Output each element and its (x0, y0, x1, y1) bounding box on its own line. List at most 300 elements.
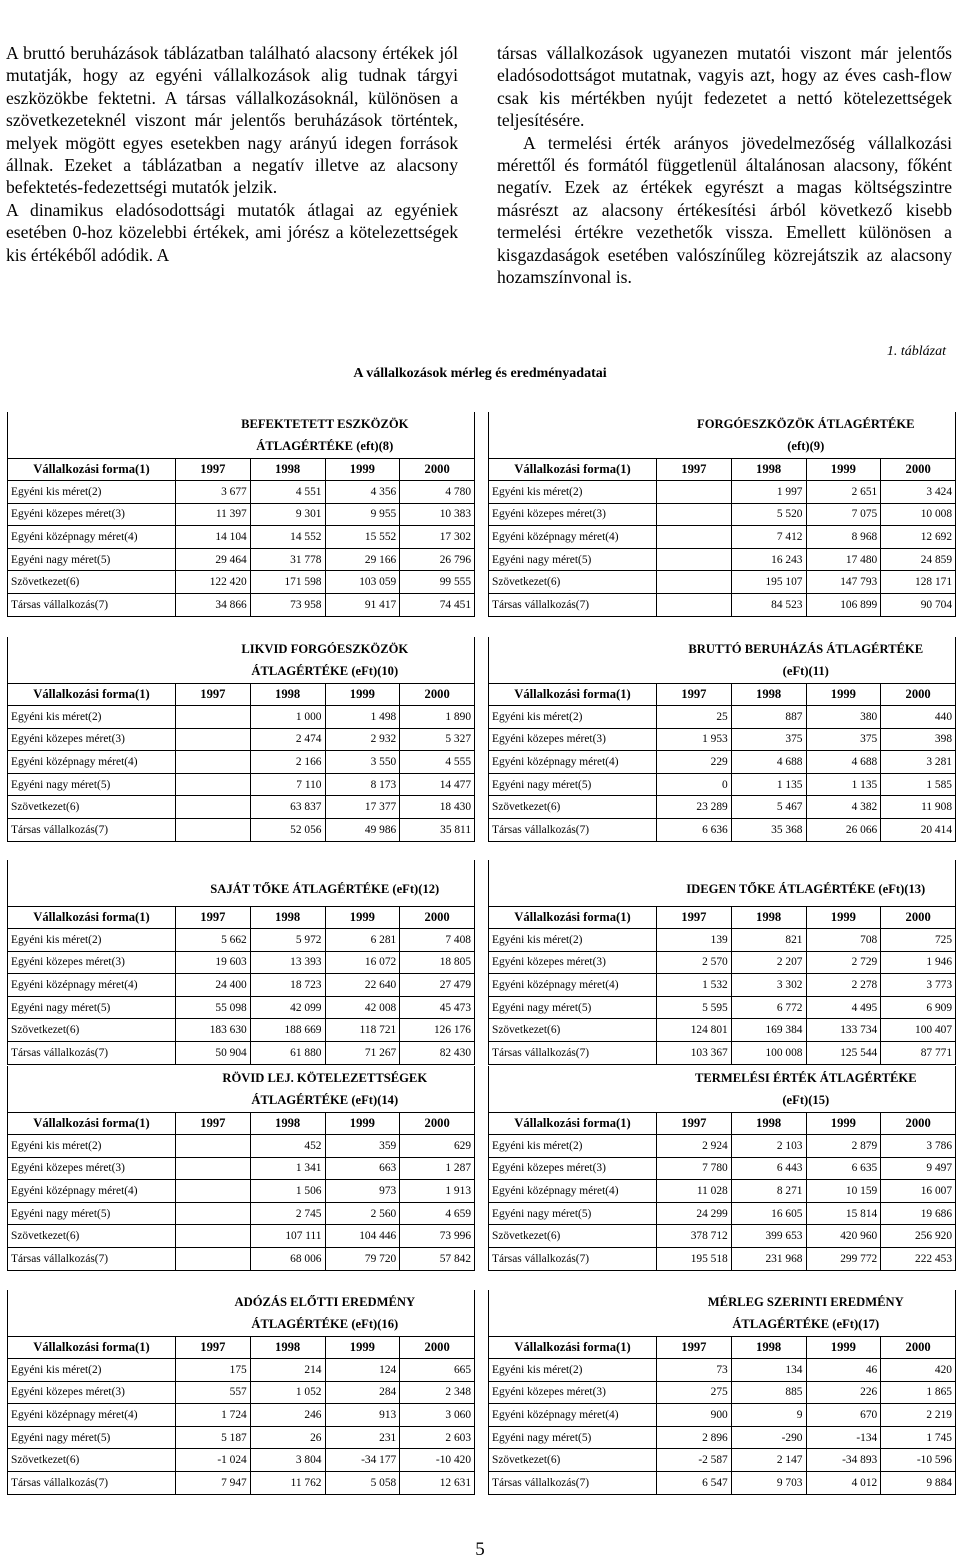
year-header: 1998 (731, 458, 806, 481)
table-cell: 1 890 (400, 706, 475, 729)
table-cell: 61 880 (250, 1042, 325, 1065)
row-label: Egyéni nagy méret(5) (8, 996, 176, 1019)
table-title-line: BRUTTÓ BERUHÁZÁS ÁTLAGÉRTÉKE (688, 641, 924, 656)
table-cell: 2 745 (250, 1202, 325, 1225)
table-row (8, 594, 475, 617)
row-label: Egyéni kis méret(2) (489, 706, 657, 729)
table-cell: 7 075 (806, 503, 881, 526)
table-cell: 50 904 (176, 1042, 251, 1065)
table-cell: 4 012 (806, 1472, 881, 1495)
table-cell: 226 (806, 1381, 881, 1404)
table-cell (176, 728, 251, 751)
table-cell: -290 (731, 1426, 806, 1449)
row-label: Egyéni középnagy méret(4) (8, 1180, 176, 1203)
table-cell: 1 498 (325, 706, 400, 729)
column-header: Vállalkozási forma(1) (8, 1336, 176, 1359)
table-cell: 3 804 (250, 1449, 325, 1472)
table-cell: 231 968 (731, 1248, 806, 1271)
table-cell: 126 176 (400, 1019, 475, 1042)
column-header: Vállalkozási forma(1) (489, 458, 657, 481)
year-header: 2000 (400, 458, 475, 481)
table-cell: 20 414 (881, 819, 956, 842)
table-cell: 3 773 (881, 974, 956, 997)
table-cell: 16 072 (325, 951, 400, 974)
table-row (489, 503, 956, 526)
table-cell: 82 430 (400, 1042, 475, 1065)
table-cell: 299 772 (806, 1248, 881, 1271)
table-cell: 5 595 (657, 996, 732, 1019)
table-cell: 11 397 (176, 503, 251, 526)
year-header: 1998 (731, 1112, 806, 1135)
table-cell: 6 636 (657, 819, 732, 842)
table-title (657, 637, 956, 683)
row-label: Egyéni nagy méret(5) (489, 996, 657, 1019)
table-cell: 147 793 (806, 571, 881, 594)
table-cell: 24 859 (881, 548, 956, 571)
year-header: 1999 (806, 1112, 881, 1135)
table-cell: 133 734 (806, 1019, 881, 1042)
row-label: Szövetkezet(6) (8, 1225, 176, 1248)
table-row (489, 1426, 956, 1449)
row-label: Szövetkezet(6) (489, 1225, 657, 1248)
table-title-line: ÁTLAGÉRTÉKE (eFt)(10) (251, 663, 399, 678)
table-cell (176, 1157, 251, 1180)
table-cell: 1 135 (731, 773, 806, 796)
table-title-line: ÁTLAGÉRTÉKE (eFt)(14) (251, 1092, 399, 1107)
table-cell: 5 187 (176, 1426, 251, 1449)
table-cell (657, 481, 732, 504)
table-cell: 887 (731, 706, 806, 729)
data-table (488, 1290, 956, 1495)
table-cell: 103 367 (657, 1042, 732, 1065)
table-cell: 124 (325, 1359, 400, 1382)
row-label: Egyéni kis méret(2) (489, 481, 657, 504)
row-label: Szövetkezet(6) (489, 571, 657, 594)
table-cell: 139 (657, 929, 732, 952)
year-header: 1999 (325, 1112, 400, 1135)
table-cell: 4 495 (806, 996, 881, 1019)
table-cell: 18 430 (400, 796, 475, 819)
row-label: Egyéni nagy méret(5) (489, 773, 657, 796)
year-header: 1997 (657, 1336, 732, 1359)
table-cell: 90 704 (881, 594, 956, 617)
year-header: 1997 (176, 683, 251, 706)
year-header: 1999 (806, 1336, 881, 1359)
table-cell: 4 555 (400, 751, 475, 774)
table-cell: 2 932 (325, 728, 400, 751)
table-row (489, 974, 956, 997)
row-label: Egyéni kis méret(2) (489, 929, 657, 952)
row-label: Egyéni nagy méret(5) (8, 773, 176, 796)
row-label: Társas vállalkozás(7) (489, 1042, 657, 1065)
table-cell: 359 (325, 1135, 400, 1158)
table-cell: 14 477 (400, 773, 475, 796)
paragraph: A bruttó beruházások táblázatban található alacsony értékek jól mutatják, hogy az egyéni vállalkozások alig tudnak tárgyi eszközökbe fektetni. A társas vállalkozásoknál, különösen a szövetkezeteknél viszont már jelentős beruházások történtek, melyek mögött egyes esetekben nagy arányú idegen források állnak. Ezeket a táblázatban a negatív illetve az alacsony befektetés-fedezettségi mutatók jelzik. (6, 43, 458, 198)
row-label: Szövetkezet(6) (8, 1019, 176, 1042)
table-cell: 3 677 (176, 481, 251, 504)
table-cell: 106 899 (806, 594, 881, 617)
row-label: Egyéni középnagy méret(4) (489, 1180, 657, 1203)
row-label: Egyéni középnagy méret(4) (489, 1404, 657, 1427)
table-row (489, 1180, 956, 1203)
table-cell: 100 407 (881, 1019, 956, 1042)
table-title (657, 1066, 956, 1112)
table-row (489, 1381, 956, 1404)
table-cell: 18 805 (400, 951, 475, 974)
table-cell: 23 289 (657, 796, 732, 819)
row-label: Egyéni kis méret(2) (8, 929, 176, 952)
table-cell: 25 (657, 706, 732, 729)
row-label: Társas vállalkozás(7) (8, 1472, 176, 1495)
table-cell: 398 (881, 728, 956, 751)
row-label: Társas vállalkozás(7) (8, 819, 176, 842)
table-cell: 171 598 (250, 571, 325, 594)
table-cell: 11 028 (657, 1180, 732, 1203)
table-cell: 128 171 (881, 571, 956, 594)
table-cell: 12 692 (881, 526, 956, 549)
table-cell: 4 688 (806, 751, 881, 774)
right-text-column (497, 42, 952, 288)
table-cell: 2 924 (657, 1135, 732, 1158)
table-cell: 4 780 (400, 481, 475, 504)
table-cell: 6 443 (731, 1157, 806, 1180)
table-row (489, 1157, 956, 1180)
table-row (8, 526, 475, 549)
table-cell: 9 703 (731, 1472, 806, 1495)
row-label: Társas vállalkozás(7) (489, 1248, 657, 1271)
row-label: Egyéni középnagy méret(4) (489, 751, 657, 774)
row-label: Társas vállalkozás(7) (8, 594, 176, 617)
table-cell: 195 107 (731, 571, 806, 594)
table-cell: 34 866 (176, 594, 251, 617)
data-table (7, 1290, 475, 1495)
table-row (8, 1019, 475, 1042)
row-label: Egyéni középnagy méret(4) (8, 974, 176, 997)
year-header: 2000 (881, 1336, 956, 1359)
table-cell: 885 (731, 1381, 806, 1404)
year-header: 1999 (325, 1336, 400, 1359)
table-cell: 3 550 (325, 751, 400, 774)
table-cell: 31 778 (250, 548, 325, 571)
table-row (489, 706, 956, 729)
table-row (489, 594, 956, 617)
row-label: Egyéni középnagy méret(4) (8, 1404, 176, 1427)
table-cell: 73 958 (250, 594, 325, 617)
table-row (489, 548, 956, 571)
year-header: 1998 (250, 683, 325, 706)
table-cell: 6 909 (881, 996, 956, 1019)
table-cell: 13 393 (250, 951, 325, 974)
year-header: 1999 (806, 458, 881, 481)
table-cell: 63 837 (250, 796, 325, 819)
table-cell: 2 166 (250, 751, 325, 774)
table-cell: 57 842 (400, 1248, 475, 1271)
table-cell: 188 669 (250, 1019, 325, 1042)
table-cell: 708 (806, 929, 881, 952)
table-cell: 5 467 (731, 796, 806, 819)
table-cell: 670 (806, 1404, 881, 1427)
table-cell (176, 751, 251, 774)
table-row (489, 1472, 956, 1495)
table-cell: 222 453 (881, 1248, 956, 1271)
data-table (7, 637, 475, 842)
row-label: Társas vállalkozás(7) (489, 594, 657, 617)
table-cell: 9 301 (250, 503, 325, 526)
row-label: Egyéni nagy méret(5) (8, 1202, 176, 1225)
table-cell: 725 (881, 929, 956, 952)
table-title (176, 1290, 475, 1336)
table-row (8, 1449, 475, 1472)
table-row (489, 1019, 956, 1042)
table-cell: 973 (325, 1180, 400, 1203)
data-table (488, 1066, 956, 1271)
table-row (8, 571, 475, 594)
year-header: 2000 (400, 906, 475, 929)
table-cell: 375 (806, 728, 881, 751)
table-row (8, 996, 475, 1019)
year-header: 2000 (881, 458, 956, 481)
table-title (657, 1290, 956, 1336)
table-cell: 665 (400, 1359, 475, 1382)
year-header: 1998 (731, 683, 806, 706)
table-cell: 629 (400, 1135, 475, 1158)
table-cell (176, 1225, 251, 1248)
table-cell: -10 420 (400, 1449, 475, 1472)
table-cell: 2 651 (806, 481, 881, 504)
data-table (7, 1066, 475, 1271)
table-cell: 557 (176, 1381, 251, 1404)
table-cell: 1 865 (881, 1381, 956, 1404)
row-label: Egyéni közepes méret(3) (8, 1157, 176, 1180)
table-cell: 24 299 (657, 1202, 732, 1225)
table-cell: 84 523 (731, 594, 806, 617)
table-cell: 100 008 (731, 1042, 806, 1065)
table-cell: 6 547 (657, 1472, 732, 1495)
year-header: 1997 (176, 1336, 251, 1359)
table-cell: 2 474 (250, 728, 325, 751)
row-label: Egyéni nagy méret(5) (8, 548, 176, 571)
table-cell: 18 723 (250, 974, 325, 997)
table-cell: 1 745 (881, 1426, 956, 1449)
table-cell (657, 526, 732, 549)
table-cell: 55 098 (176, 996, 251, 1019)
data-table (488, 412, 956, 617)
table-cell: 1 946 (881, 951, 956, 974)
table-row (8, 1157, 475, 1180)
table-cell: 6 281 (325, 929, 400, 952)
year-header: 2000 (881, 906, 956, 929)
table-cell (657, 548, 732, 571)
table-cell: 1 135 (806, 773, 881, 796)
table-row (8, 481, 475, 504)
table-title-line: MÉRLEG SZERINTI EREDMÉNY (707, 1294, 904, 1309)
table-cell (176, 796, 251, 819)
table-cell: 122 420 (176, 571, 251, 594)
table-title (176, 637, 475, 683)
table-cell: 9 (731, 1404, 806, 1427)
table-cell: 49 986 (325, 819, 400, 842)
table-cell: 380 (806, 706, 881, 729)
table-cell (176, 1180, 251, 1203)
row-label: Egyéni kis méret(2) (8, 1135, 176, 1158)
table-row (489, 996, 956, 1019)
row-label: Egyéni nagy méret(5) (489, 548, 657, 571)
row-label: Társas vállalkozás(7) (8, 1248, 176, 1271)
table-row (8, 728, 475, 751)
table-cell (176, 706, 251, 729)
table-cell: 107 111 (250, 1225, 325, 1248)
column-header: Vállalkozási forma(1) (489, 906, 657, 929)
table-cell: 46 (806, 1359, 881, 1382)
table-title-line: ÁTLAGÉRTÉKE (eft)(8) (256, 438, 394, 453)
table-cell: 17 302 (400, 526, 475, 549)
year-header: 1998 (250, 906, 325, 929)
table-title (176, 1066, 475, 1112)
data-table (7, 412, 475, 617)
table-cell: 7 110 (250, 773, 325, 796)
table-row (8, 819, 475, 842)
table-row (489, 1042, 956, 1065)
table-cell: 5 520 (731, 503, 806, 526)
table-cell: 68 006 (250, 1248, 325, 1271)
table-cell: 16 243 (731, 548, 806, 571)
table-cell: 4 659 (400, 1202, 475, 1225)
table-cell: 246 (250, 1404, 325, 1427)
year-header: 1999 (325, 458, 400, 481)
table-cell: 19 603 (176, 951, 251, 974)
table-row (8, 773, 475, 796)
row-label: Társas vállalkozás(7) (489, 1472, 657, 1495)
paragraph: társas vállalkozások ugyanezen mutatói viszont már jelentős eladósodottságot mutatnak, vagyis azt, hogy az éves cash-flow csak kis mértékben nyújt fedezetet a nettó kötelezettségek teljesítésére. (497, 43, 952, 131)
table-cell (176, 1202, 251, 1225)
year-header: 2000 (400, 683, 475, 706)
year-header: 1999 (325, 683, 400, 706)
row-label: Egyéni közepes méret(3) (489, 1157, 657, 1180)
table-row (8, 1472, 475, 1495)
table-cell: 231 (325, 1426, 400, 1449)
table-cell (176, 1135, 251, 1158)
table-title-line: BEFEKTETETT ESZKÖZÖK (241, 416, 409, 431)
table-cell: 10 008 (881, 503, 956, 526)
table-row (489, 1359, 956, 1382)
table-row (8, 796, 475, 819)
table-cell: 104 446 (325, 1225, 400, 1248)
table-cell: 2 560 (325, 1202, 400, 1225)
table-title-line: TERMELÉSI ÉRTÉK ÁTLAGÉRTÉKE (694, 1070, 917, 1085)
year-header: 1997 (176, 458, 251, 481)
table-cell: -2 587 (657, 1449, 732, 1472)
row-label: Szövetkezet(6) (489, 1019, 657, 1042)
table-cell: 35 811 (400, 819, 475, 842)
table-cell: 42 099 (250, 996, 325, 1019)
table-cell: 103 059 (325, 571, 400, 594)
table-cell: 1 585 (881, 773, 956, 796)
table-cell: 256 920 (881, 1225, 956, 1248)
row-label: Egyéni nagy méret(5) (489, 1426, 657, 1449)
table-row (8, 1225, 475, 1248)
table-cell: 5 662 (176, 929, 251, 952)
table-cell: 99 555 (400, 571, 475, 594)
table-cell: 6 772 (731, 996, 806, 1019)
table-title-line: LIKVID FORGÓESZKÖZÖK (241, 641, 409, 656)
table-cell: 7 780 (657, 1157, 732, 1180)
table-cell: 7 408 (400, 929, 475, 952)
table-cell: 17 480 (806, 548, 881, 571)
table-cell: 24 400 (176, 974, 251, 997)
table-row (8, 706, 475, 729)
table-cell: 17 377 (325, 796, 400, 819)
table-cell: 1 532 (657, 974, 732, 997)
table-title (657, 860, 956, 906)
table-cell: 8 271 (731, 1180, 806, 1203)
year-header: 1997 (657, 458, 732, 481)
table-cell: 375 (731, 728, 806, 751)
row-label: Egyéni közepes méret(3) (489, 951, 657, 974)
table-row (8, 951, 475, 974)
row-label: Egyéni kis méret(2) (489, 1135, 657, 1158)
table-cell: 45 473 (400, 996, 475, 1019)
table-row (8, 751, 475, 774)
table-row (489, 571, 956, 594)
table-title-line: IDEGEN TŐKE ÁTLAGÉRTÉKE (eFt)(13) (686, 881, 926, 896)
table-cell: 2 729 (806, 951, 881, 974)
table-cell: 913 (325, 1404, 400, 1427)
column-header: Vállalkozási forma(1) (8, 1112, 176, 1135)
table-cell (176, 1248, 251, 1271)
table-cell: -34 177 (325, 1449, 400, 1472)
table-cell: 26 (250, 1426, 325, 1449)
year-header: 1998 (250, 1336, 325, 1359)
row-label: Társas vállalkozás(7) (8, 1042, 176, 1065)
row-label: Szövetkezet(6) (8, 571, 176, 594)
row-label: Egyéni közepes méret(3) (489, 503, 657, 526)
table-row (8, 1248, 475, 1271)
table-title-line: FORGÓESZKÖZÖK ÁTLAGÉRTÉKE (697, 416, 915, 431)
table-cell: 2 570 (657, 951, 732, 974)
table-row (8, 974, 475, 997)
row-label: Egyéni közepes méret(3) (489, 1381, 657, 1404)
table-row (489, 1135, 956, 1158)
table-cell: 87 771 (881, 1042, 956, 1065)
table-cell: 12 631 (400, 1472, 475, 1495)
row-label: Egyéni kis méret(2) (8, 706, 176, 729)
table-cell: -134 (806, 1426, 881, 1449)
table-cell: 2 278 (806, 974, 881, 997)
table-title-line: RÖVID LEJ. KÖTELEZETTSÉGEK (222, 1070, 428, 1085)
table-cell: 378 712 (657, 1225, 732, 1248)
table-cell: 452 (250, 1135, 325, 1158)
table-cell: 8 968 (806, 526, 881, 549)
row-label: Társas vállalkozás(7) (489, 819, 657, 842)
row-label: Egyéni nagy méret(5) (489, 1202, 657, 1225)
table-row (8, 1426, 475, 1449)
table-cell: 1 000 (250, 706, 325, 729)
table-cell: 19 686 (881, 1202, 956, 1225)
table-cell: 169 384 (731, 1019, 806, 1042)
row-label: Szövetkezet(6) (8, 796, 176, 819)
table-cell: 1 913 (400, 1180, 475, 1203)
table-cell: 5 327 (400, 728, 475, 751)
year-header: 1999 (806, 683, 881, 706)
table-cell: 73 (657, 1359, 732, 1382)
table-cell: 91 417 (325, 594, 400, 617)
table-row (489, 773, 956, 796)
table-cell: 2 603 (400, 1426, 475, 1449)
table-cell: 6 635 (806, 1157, 881, 1180)
table-cell: 900 (657, 1404, 732, 1427)
table-cell: 7 947 (176, 1472, 251, 1495)
year-header: 1997 (657, 906, 732, 929)
